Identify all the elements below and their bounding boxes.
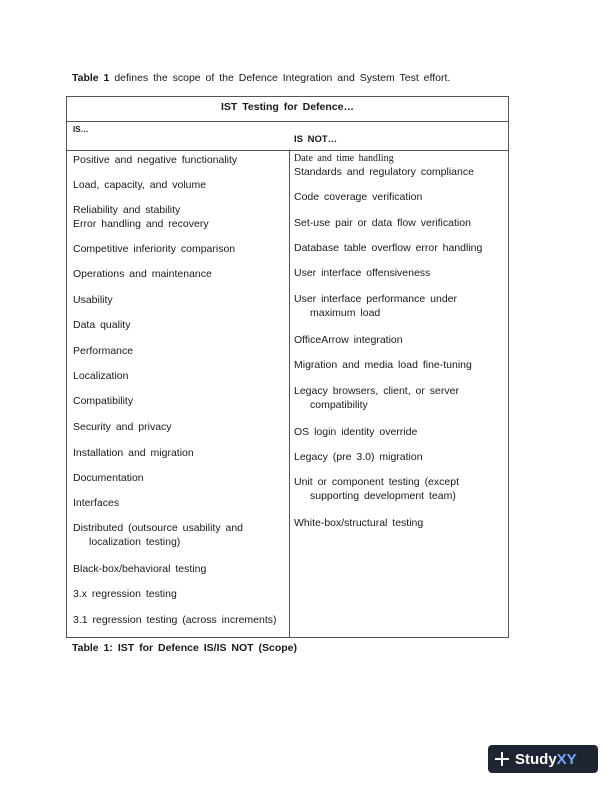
list-item: Code coverage verification [294, 191, 423, 203]
intro-text: defines the scope of the Defence Integration and System Test effort. [114, 72, 451, 84]
list-item: Standards and regulatory compliance [294, 166, 474, 178]
list-item [294, 475, 459, 503]
list-item: Load, capacity, and volume [73, 179, 207, 191]
list-item: User interface offensiveness [294, 267, 431, 279]
list-item: Interfaces [73, 497, 120, 509]
list-item: Date and time handling [294, 153, 394, 164]
list-item: Usability [73, 294, 113, 306]
logo-text-xy: XY [556, 750, 577, 768]
studyxy-logo [488, 745, 598, 773]
list-item: Compatibility [73, 395, 134, 407]
list-item-line: maximum load [310, 307, 381, 319]
intro-table-ref: Table 1 [72, 72, 110, 84]
list-item: Error handling and recovery [73, 218, 209, 230]
list-item-line: localization testing) [89, 536, 181, 548]
list-item: Localization [73, 370, 129, 382]
scope-table [66, 96, 509, 638]
list-item-line: compatibility [310, 399, 368, 411]
list-item: Documentation [73, 472, 144, 484]
table-title: IST Testing for Defence… [67, 97, 508, 122]
table-header-row [67, 121, 508, 151]
list-item [73, 521, 243, 549]
list-item: Set-use pair or data flow verification [294, 217, 471, 229]
list-item [294, 384, 459, 412]
list-item: 3.1 regression testing (across increments) [73, 614, 277, 626]
table-caption: Table 1: IST for Defence IS/IS NOT (Scope) [72, 642, 298, 654]
list-item-line: User interface performance under [294, 293, 457, 305]
list-item: Positive and negative functionality [73, 154, 238, 166]
list-item: Legacy (pre 3.0) migration [294, 451, 423, 463]
list-item-line: Distributed (outsource usability and [73, 522, 244, 534]
list-item: Security and privacy [73, 421, 172, 433]
list-item: Reliability and stability [73, 204, 181, 216]
list-item: Installation and migration [73, 447, 194, 459]
list-item [294, 292, 457, 320]
is-not-column-header: IS NOT… [294, 134, 338, 145]
intro-sentence [72, 72, 450, 84]
logo-text-study: Study [515, 750, 557, 768]
list-item: White-box/structural testing [294, 517, 424, 529]
list-item: Performance [73, 345, 134, 357]
plus-icon [495, 752, 509, 766]
list-item: Database table overflow error handling [294, 242, 483, 254]
list-item-line: Unit or component testing (except [294, 476, 459, 488]
list-item: OS login identity override [294, 426, 418, 438]
list-item: Migration and media load fine-tuning [294, 359, 472, 371]
list-item-line: Legacy browsers, client, or server [294, 385, 459, 397]
list-item: OfficeArrow integration [294, 334, 403, 346]
list-item: Competitive inferiority comparison [73, 243, 236, 255]
list-item: Black-box/behavioral testing [73, 563, 207, 575]
list-item: 3.x regression testing [73, 588, 177, 600]
list-item: Operations and maintenance [73, 268, 212, 280]
column-divider [289, 150, 290, 638]
list-item-line: supporting development team) [310, 490, 456, 502]
is-column-header: IS… [73, 125, 89, 134]
list-item: Data quality [73, 319, 131, 331]
